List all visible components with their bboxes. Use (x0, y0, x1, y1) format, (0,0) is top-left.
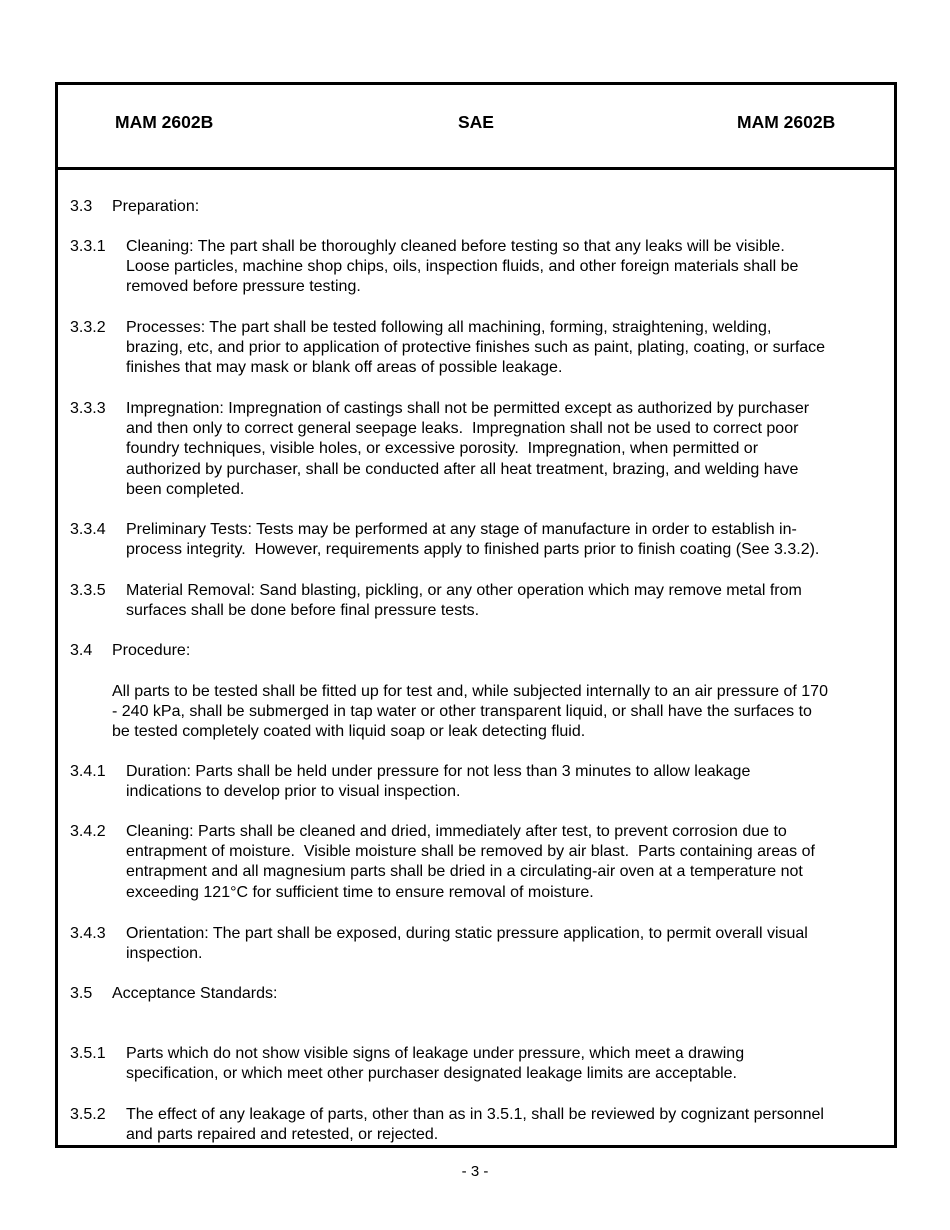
section-number: 3.4.2 (70, 823, 106, 840)
section-number: 3.4.3 (70, 925, 106, 942)
section-number: 3.3.4 (70, 521, 106, 538)
section-text-line: brazing, etc, and prior to application of protective finishes such as paint, plating, coating, or surface (126, 339, 826, 357)
section-text-line: entrapment and all magnesium parts shall be dried in a circulating-air oven at a temperature not (126, 863, 803, 881)
section-text-line: Material Removal: Sand blasting, pickling, or any other operation which may remove metal from (126, 582, 802, 599)
section-text-line: foundry techniques, visible holes, or excessive porosity. Impregnation, when permitted or (126, 440, 759, 458)
section-text-line: inspection. (126, 945, 203, 963)
page-frame (55, 82, 897, 1148)
section-text-line: specification, or which meet other purchaser designated leakage limits are acceptable. (126, 1065, 737, 1083)
header-organization: SAE (458, 112, 494, 132)
section-text-line: authorized by purchaser, shall be conducted after all heat treatment, brazing, and welding have (126, 460, 799, 478)
section-number: 3.4.1 (70, 763, 106, 780)
section-text-line: Impregnation: Impregnation of castings shall not be permitted except as authorized by purchaser (126, 400, 810, 417)
section-text-line: indications to develop prior to visual inspection. (126, 783, 461, 801)
section-number: 3.3.1 (70, 238, 106, 255)
section-text-line: and then only to correct general seepage leaks. Impregnation shall not be used to correct poor (126, 420, 799, 438)
section-number: 3.5.1 (70, 1045, 106, 1062)
section-text-line: Cleaning: The part shall be thoroughly cleaned before testing so that any leaks will be visible. (126, 238, 785, 255)
section-text-line: surfaces shall be done before final pressure tests. (126, 602, 480, 620)
section-text-line: be tested completely coated with liquid soap or leak detecting fluid. (112, 723, 586, 741)
section-text-line: Orientation: The part shall be exposed, during static pressure application, to permit overall visual (126, 925, 808, 942)
section-text-line: and parts repaired and retested, or rejected. (126, 1126, 439, 1144)
page-number: - 3 - (461, 1163, 489, 1180)
section-text-line: Processes: The part shall be tested following all machining, forming, straightening, welding, (126, 319, 772, 336)
section-number: 3.3.3 (70, 400, 106, 417)
header-doc-id-left: MAM 2602B (115, 112, 214, 132)
section-number: 3.3.5 (70, 582, 106, 599)
section-text-line: Procedure: (112, 642, 191, 659)
section-number: 3.5 (70, 985, 93, 1002)
header-doc-id-right: MAM 2602B (737, 112, 836, 132)
section-number: 3.5.2 (70, 1106, 106, 1123)
section-number: 3.3.2 (70, 319, 106, 336)
document-header (58, 85, 894, 170)
section-text-line: Parts which do not show visible signs of leakage under pressure, which meet a drawing (126, 1045, 745, 1062)
section-text-line: Preparation: (112, 198, 200, 215)
section-text-line: Duration: Parts shall be held under pressure for not less than 3 minutes to allow leakage (126, 763, 751, 780)
section-number: 3.4 (70, 642, 93, 659)
section-text-line: Preliminary Tests: Tests may be performed at any stage of manufacture in order to establish in- (126, 521, 797, 538)
section-text-line: - 240 kPa, shall be submerged in tap water or other transparent liquid, or shall have the surfaces to (112, 703, 812, 721)
section-text-line: finishes that may mask or blank off areas of possible leakage. (126, 359, 563, 377)
section-number: 3.3 (70, 198, 93, 215)
section-text-line: process integrity. However, requirements apply to finished parts prior to finish coating (See 3.3.2). (126, 541, 820, 559)
section-text-line: exceeding 121°C for sufficient time to ensure removal of moisture. (126, 883, 594, 901)
section-text-line: removed before pressure testing. (126, 278, 361, 296)
section-text-line: entrapment of moisture. Visible moisture shall be removed by air blast. Parts containing areas of (126, 843, 815, 861)
section-text-line: Acceptance Standards: (112, 985, 278, 1002)
section-text-line: All parts to be tested shall be fitted up for test and, while subjected internally to an air pressure of 170 (112, 683, 828, 700)
section-text-line: The effect of any leakage of parts, other than as in 3.5.1, shall be reviewed by cognizant personnel (126, 1106, 824, 1123)
section-text-line: Loose particles, machine shop chips, oils, inspection fluids, and other foreign materials shall be (126, 258, 799, 276)
section-text-line: been completed. (126, 480, 245, 498)
section-text-line: Cleaning: Parts shall be cleaned and dried, immediately after test, to prevent corrosion due to (126, 823, 787, 840)
